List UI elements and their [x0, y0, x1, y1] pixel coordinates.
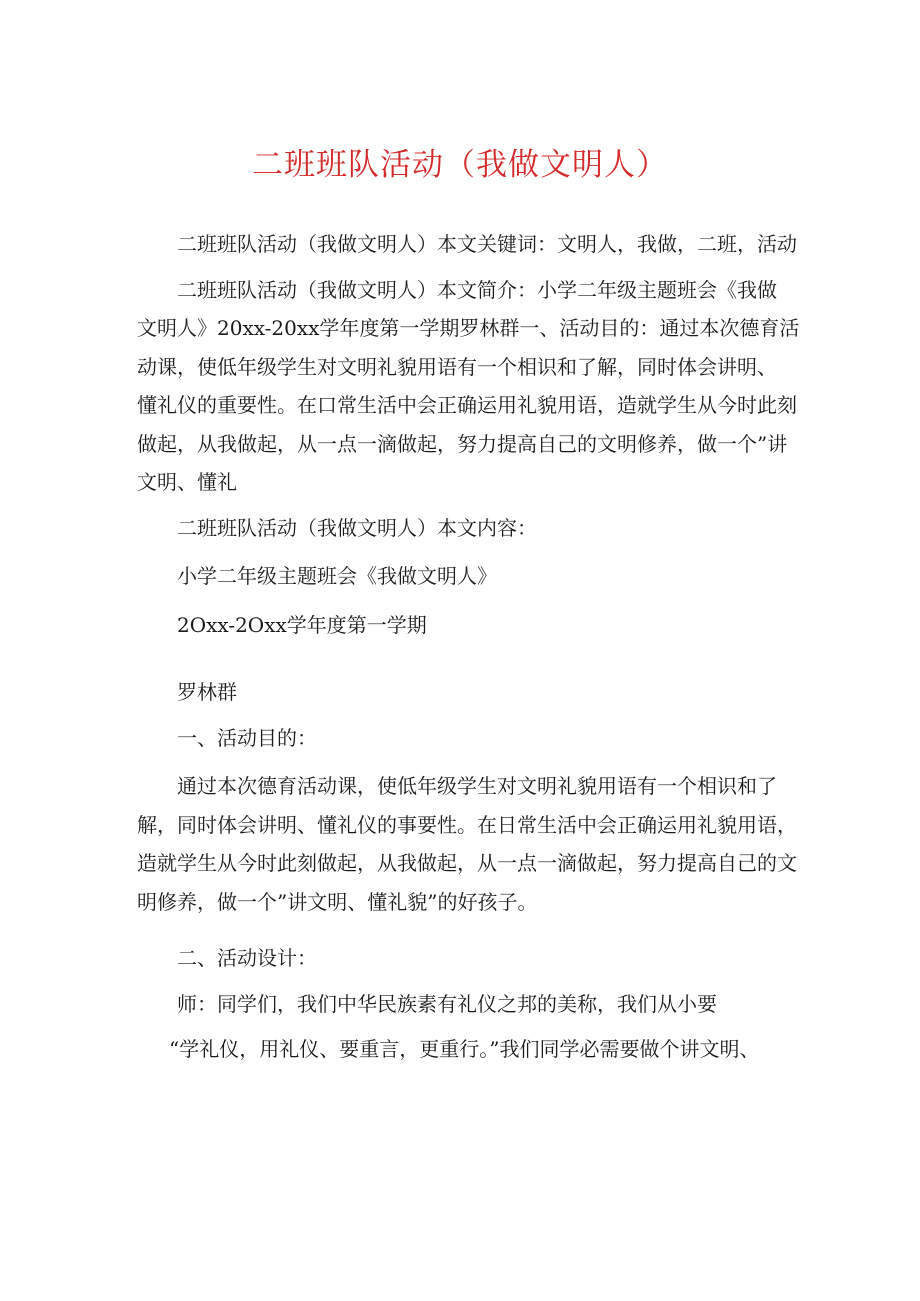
section1-line: 造就学生从今时此刻做起，从我做起，从一点一滴做起，努力提高自己的文	[137, 851, 797, 875]
teacher-line: 师：同学们，我们中华民族素有礼仪之邦的美称，我们从小要	[177, 991, 717, 1016]
summary-line: 文明人》20xx-20xx学年度第一学期罗林群一、活动目的：通过本次德育活	[137, 316, 800, 340]
semester-line: 2Oxx-2Oxx学年度第一学期	[177, 612, 427, 637]
summary-line: 懂礼仪的重要性。在口常生活中会正确运用礼貌用语，造就学生从今时此刻	[137, 393, 797, 417]
section1-line: 明修养，做一个”讲文明、懂礼貌”的好孩子。	[137, 889, 538, 914]
summary-line: 做起，从我做起，从一点一滴做起，努力提高自己的文明修养，做一个”讲	[137, 431, 788, 456]
content-label: 二班班队活动（我做文明人）本文内容：	[177, 515, 537, 540]
summary-paragraph	[137, 271, 800, 502]
document-title: 二班班队活动（我做文明人）	[252, 147, 668, 183]
summary-line: 文明、懂礼	[137, 470, 237, 494]
author-name: 罗林群	[177, 680, 237, 704]
section1-paragraph	[137, 767, 797, 921]
quote-line: “学礼仪，用礼仪、要重言，更重行。”我们同学必需要做个讲文明、	[169, 1037, 760, 1061]
keywords-paragraph: 二班班队活动（我做文明人）本文关键词：文明人，我做，二班，活动	[177, 232, 797, 256]
summary-line: 二班班队活动（我做文明人）本文简介：小学二年级主题班会《我做	[177, 277, 777, 302]
subject-line: 小学二年级主题班会《我做文明人》	[177, 564, 497, 588]
section1-line: 解，同时体会讲明、懂礼仪的事要性。在日常生活中会正确运用礼貌用语，	[137, 812, 797, 837]
section1-line: 通过本次德育活动课，使低年级学生对文明礼貌用语有一个相识和了	[177, 774, 777, 798]
document-body	[137, 225, 800, 1069]
section2-heading: 二、活动设计：	[177, 946, 317, 970]
section1-heading: 一、活动目的：	[177, 725, 317, 750]
summary-line: 动课，使低年级学生对文明礼貌用语有一个相识和了解，同时体会讲明、	[137, 354, 777, 379]
